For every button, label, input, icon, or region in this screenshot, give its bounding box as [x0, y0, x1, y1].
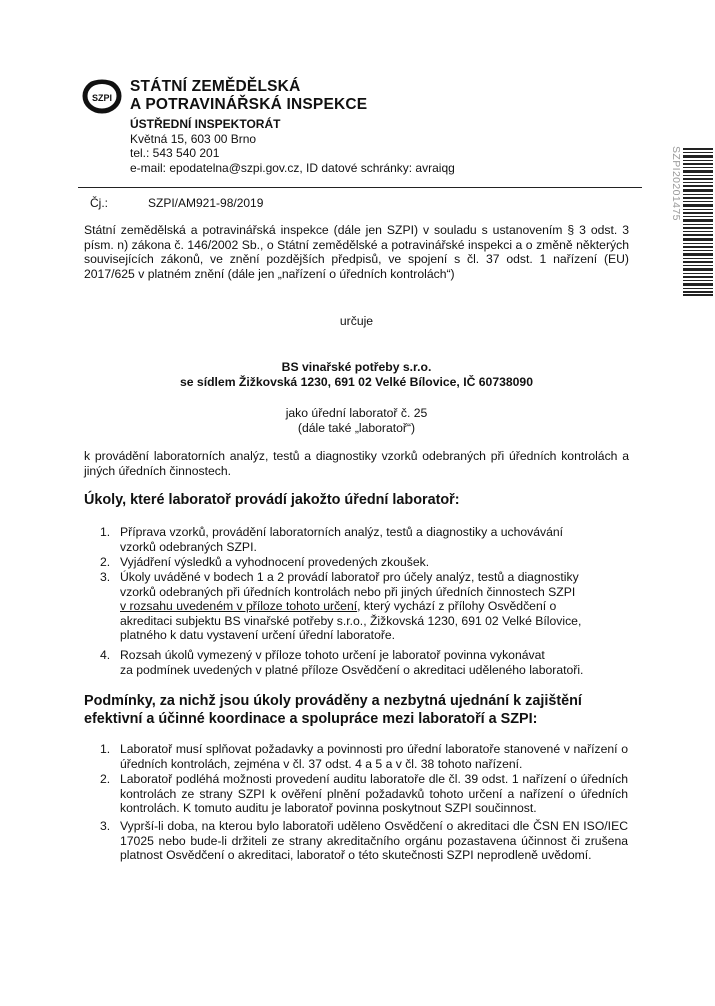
urcuje-word: určuje	[339, 314, 374, 328]
section2-heading: Podmínky, za nichž jsou úkoly prováděny a nezbytná ujednání k zajištění efektivní a účinné koordinace a spolupráce mezi laboratoří a SZPI:	[84, 693, 582, 727]
designation-line1: jako úřední laboratoř č. 25	[285, 406, 428, 420]
logo-text: SZPI	[91, 93, 113, 103]
phone: tel.: 543 540 201	[130, 146, 220, 160]
section1-heading: Úkoly, které laboratoř provádí jakožto úřední laboratoř:	[84, 492, 460, 508]
company-seat: se sídlem Žižkovská 1230, 691 02 Velké Bílovice, IČ 60738090	[179, 375, 533, 389]
org-name-line1: STÁTNÍ ZEMĚDĚLSKÁ	[130, 78, 301, 95]
header-divider	[78, 187, 642, 188]
barcode	[683, 148, 713, 296]
purpose-paragraph: k provádění laboratorních analýz, testů a diagnostiky vzorků odebraných při úředních kontrolách a jiných úředních činnostech.	[84, 449, 629, 478]
side-document-code: SZPI20201475	[670, 146, 682, 221]
ref-number: SZPI/AM921-98/2019	[148, 196, 264, 210]
szpi-logo	[80, 78, 124, 114]
intro-paragraph: Státní zemědělská a potravinářská inspekce (dále jen SZPI) v souladu s ustanovením § 3 odst. 3 písm. n) zákona č. 146/2002 Sb., o Státní zemědělské a potravinářské inspekci a o změně některých souvisejících zákonů, ve znění pozdějších předpisů, ve spojení s čl. 37 odst. 1 nařízení (EU) 2017/625 v platném znění (dále jen „nařízení o úředních kontrolách“)	[84, 223, 629, 281]
ref-label: Čj.:	[90, 196, 108, 210]
department: ÚSTŘEDNÍ INSPEKTORÁT	[130, 117, 281, 131]
company-name: BS vinařské potřeby s.r.o.	[281, 360, 432, 374]
address: Květná 15, 603 00 Brno	[130, 132, 257, 146]
email-line: e-mail: epodatelna@szpi.gov.cz, ID datové schránky: avraiqg	[130, 161, 455, 175]
org-name-line2: A POTRAVINÁŘSKÁ INSPEKCE	[130, 96, 368, 113]
designation-line2: (dále také „laboratoř“)	[297, 421, 416, 435]
underlined-scope: v rozsahu uvedeném v příloze tohoto určení	[120, 599, 358, 614]
